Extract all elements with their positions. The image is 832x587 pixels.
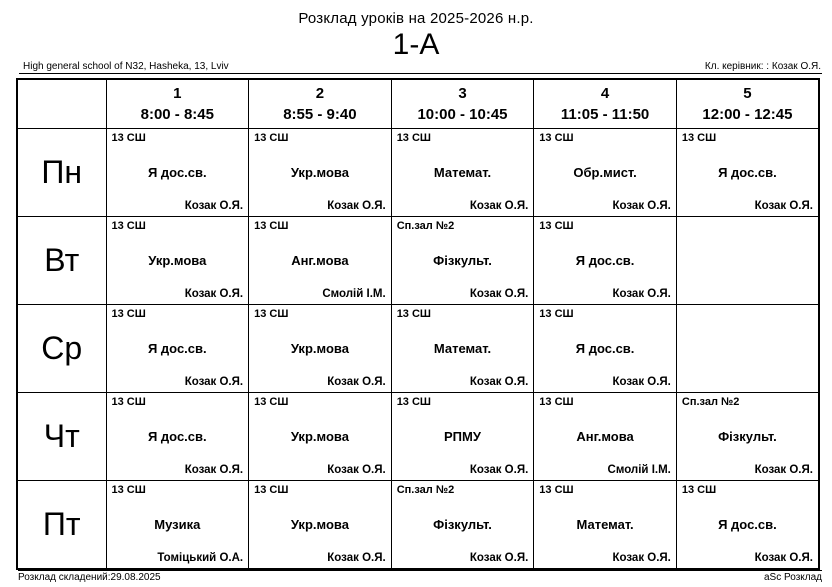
lesson-cell-content <box>534 217 676 304</box>
schedule-created-date: Розклад складений:29.08.2025 <box>18 572 161 583</box>
lesson-teacher: Козак О.Я. <box>184 464 244 476</box>
lesson-cell <box>534 217 677 305</box>
lesson-teacher: Козак О.Я. <box>469 200 529 212</box>
lesson-room: 13 СШ <box>539 396 574 408</box>
lesson-room: 13 СШ <box>111 308 146 320</box>
period-header-3 <box>391 79 534 129</box>
lesson-cell-content <box>392 129 534 216</box>
lesson-teacher: Козак О.Я. <box>184 200 244 212</box>
lesson-teacher: Козак О.Я. <box>327 376 386 388</box>
lesson-cell <box>249 129 392 217</box>
lesson-teacher: Козак О.Я. <box>469 464 529 476</box>
lesson-subject: Анг.мова <box>291 252 349 268</box>
lesson-room: 13 СШ <box>111 132 146 144</box>
header-info-row <box>19 61 822 74</box>
empty-lesson-cell <box>676 217 819 305</box>
lesson-subject: Музика <box>154 516 201 532</box>
lesson-cell-content <box>107 305 249 392</box>
lesson-cell-content <box>534 393 676 480</box>
lesson-subject: Фізкульт. <box>433 516 492 532</box>
lesson-teacher: Козак О.Я. <box>327 552 386 564</box>
period-number: 3 <box>458 84 467 102</box>
lesson-cell-content <box>249 217 391 304</box>
lesson-cell-content <box>107 481 249 568</box>
lesson-subject: Математ. <box>433 340 492 356</box>
lesson-room: 13 СШ <box>111 484 146 496</box>
period-number: 2 <box>315 84 325 102</box>
day-label: Пн <box>17 129 106 217</box>
period-header-4 <box>534 79 677 129</box>
lesson-cell-content <box>534 305 676 392</box>
lesson-cell <box>676 129 819 217</box>
period-number: 5 <box>743 84 752 102</box>
page-title: Розклад уроків на 2025-2026 н.р. <box>298 10 534 27</box>
lesson-cell-content <box>392 305 534 392</box>
lesson-cell-content <box>249 129 391 216</box>
lesson-cell-content <box>107 393 249 480</box>
lesson-cell <box>676 393 819 481</box>
lesson-teacher: Козак О.Я. <box>327 464 386 476</box>
lesson-room: 13 СШ <box>539 484 574 496</box>
lesson-room: 13 СШ <box>396 308 431 320</box>
lesson-subject: Я дос.св. <box>575 252 635 268</box>
class-name: 1-А <box>392 28 440 61</box>
lesson-cell-content <box>107 217 249 304</box>
lesson-subject: Я дос.св. <box>575 340 635 356</box>
day-label: Ср <box>17 305 106 393</box>
lesson-subject: Фізкульт. <box>433 252 492 268</box>
lesson-cell-content <box>249 393 391 480</box>
lesson-cell <box>391 481 534 570</box>
lesson-room: 13 СШ <box>254 220 289 232</box>
lesson-cell <box>106 217 249 305</box>
lesson-teacher: Козак О.Я. <box>184 288 244 300</box>
lesson-teacher: Козак О.Я. <box>612 288 671 300</box>
empty-lesson-cell <box>676 305 819 393</box>
lesson-teacher: Козак О.Я. <box>327 200 386 212</box>
lesson-room: Сп.зал №2 <box>396 220 455 232</box>
period-time: 8:00 - 8:45 <box>140 105 214 123</box>
lesson-cell <box>676 481 819 570</box>
lesson-cell-content <box>534 481 676 568</box>
lesson-teacher: Козак О.Я. <box>612 200 671 212</box>
lesson-subject: Укр.мова <box>290 516 349 532</box>
lesson-teacher: Томіцький О.А. <box>157 552 244 564</box>
lesson-teacher: Козак О.Я. <box>469 288 529 300</box>
period-header-5 <box>676 79 819 129</box>
period-time: 11:05 - 11:50 <box>560 105 650 123</box>
lesson-room: Сп.зал №2 <box>396 484 455 496</box>
lesson-teacher: Козак О.Я. <box>184 376 244 388</box>
lesson-cell <box>249 305 392 393</box>
lesson-room: 13 СШ <box>681 484 717 496</box>
lesson-cell <box>106 305 249 393</box>
period-header-2 <box>249 79 392 129</box>
lesson-subject: Я дос.св. <box>718 164 777 180</box>
lesson-teacher: Козак О.Я. <box>754 464 813 476</box>
lesson-cell <box>534 393 677 481</box>
asc-branding: aSc Розклад <box>764 572 822 583</box>
day-row <box>17 393 819 481</box>
lesson-cell <box>534 481 677 570</box>
lesson-subject: Я дос.св. <box>147 340 207 356</box>
lesson-subject: Я дос.св. <box>718 516 777 532</box>
lesson-teacher: Козак О.Я. <box>754 552 813 564</box>
period-number: 4 <box>600 84 610 102</box>
period-header-row <box>17 79 819 129</box>
day-label: Пт <box>17 481 106 570</box>
period-time: 10:00 - 10:45 <box>417 105 508 123</box>
lesson-cell <box>391 393 534 481</box>
lesson-room: 13 СШ <box>681 132 717 144</box>
lesson-room: 13 СШ <box>254 396 289 408</box>
timetable-body <box>17 129 819 570</box>
lesson-cell-content <box>534 129 676 216</box>
lesson-subject: Я дос.св. <box>147 428 207 444</box>
lesson-subject: Я дос.св. <box>147 164 207 180</box>
lesson-cell <box>534 305 677 393</box>
lesson-cell <box>106 129 249 217</box>
lesson-subject: Фізкульт. <box>718 428 777 444</box>
lesson-teacher: Козак О.Я. <box>469 376 529 388</box>
lesson-cell-content <box>677 481 818 568</box>
lesson-cell-content <box>392 217 534 304</box>
lesson-subject: Укр.мова <box>290 428 349 444</box>
lesson-subject: Укр.мова <box>290 164 349 180</box>
lesson-room: 13 СШ <box>539 132 574 144</box>
lesson-cell-content <box>249 481 391 568</box>
corner-cell <box>17 79 106 129</box>
lesson-cell <box>391 217 534 305</box>
lesson-room: 13 СШ <box>254 484 289 496</box>
lesson-subject: РПМУ <box>444 428 481 444</box>
footer-row <box>18 570 822 583</box>
day-row <box>17 305 819 393</box>
class-teacher-label: Кл. керівник: : Козак О.Я. <box>704 60 821 72</box>
lesson-cell <box>249 393 392 481</box>
lesson-cell-content <box>677 129 818 216</box>
timetable-grid <box>16 78 820 571</box>
lesson-cell <box>249 217 392 305</box>
lesson-subject: Математ. <box>433 164 492 180</box>
lesson-teacher: Смолій І.М. <box>607 464 671 476</box>
lesson-room: 13 СШ <box>254 308 289 320</box>
lesson-teacher: Козак О.Я. <box>469 552 529 564</box>
day-row <box>17 129 819 217</box>
lesson-subject: Укр.мова <box>148 252 207 268</box>
lesson-subject: Математ. <box>576 516 634 532</box>
school-name: High general school of N32, Hasheka, 13, Lviv <box>23 60 229 72</box>
lesson-cell-content <box>107 129 249 216</box>
lesson-subject: Анг.мова <box>576 428 634 444</box>
lesson-room: 13 СШ <box>254 132 289 144</box>
period-time: 8:55 - 9:40 <box>283 105 357 123</box>
day-row <box>17 217 819 305</box>
lesson-teacher: Козак О.Я. <box>612 552 671 564</box>
lesson-cell-content <box>392 393 534 480</box>
period-number: 1 <box>173 84 182 102</box>
day-label: Чт <box>17 393 106 481</box>
lesson-room: Сп.зал №2 <box>681 396 740 408</box>
day-label: Вт <box>17 217 106 305</box>
lesson-cell <box>391 129 534 217</box>
lesson-room: 13 СШ <box>539 308 574 320</box>
lesson-cell <box>106 481 249 570</box>
lesson-cell <box>534 129 677 217</box>
lesson-cell-content <box>392 481 534 568</box>
lesson-cell <box>391 305 534 393</box>
lesson-teacher: Козак О.Я. <box>754 200 813 212</box>
period-time: 12:00 - 12:45 <box>702 105 793 123</box>
period-header-1 <box>106 79 249 129</box>
lesson-cell <box>249 481 392 570</box>
lesson-teacher: Смолій І.М. <box>322 288 386 300</box>
lesson-subject: Укр.мова <box>290 340 349 356</box>
lesson-room: 13 СШ <box>396 132 431 144</box>
lesson-cell <box>106 393 249 481</box>
lesson-room: 13 СШ <box>539 220 574 232</box>
lesson-subject: Обр.мист. <box>573 164 637 180</box>
lesson-teacher: Козак О.Я. <box>612 376 671 388</box>
lesson-room: 13 СШ <box>111 220 146 232</box>
lesson-room: 13 СШ <box>396 396 431 408</box>
lesson-cell-content <box>249 305 391 392</box>
day-row <box>17 481 819 570</box>
lesson-cell-content <box>677 393 818 480</box>
lesson-room: 13 СШ <box>111 396 146 408</box>
